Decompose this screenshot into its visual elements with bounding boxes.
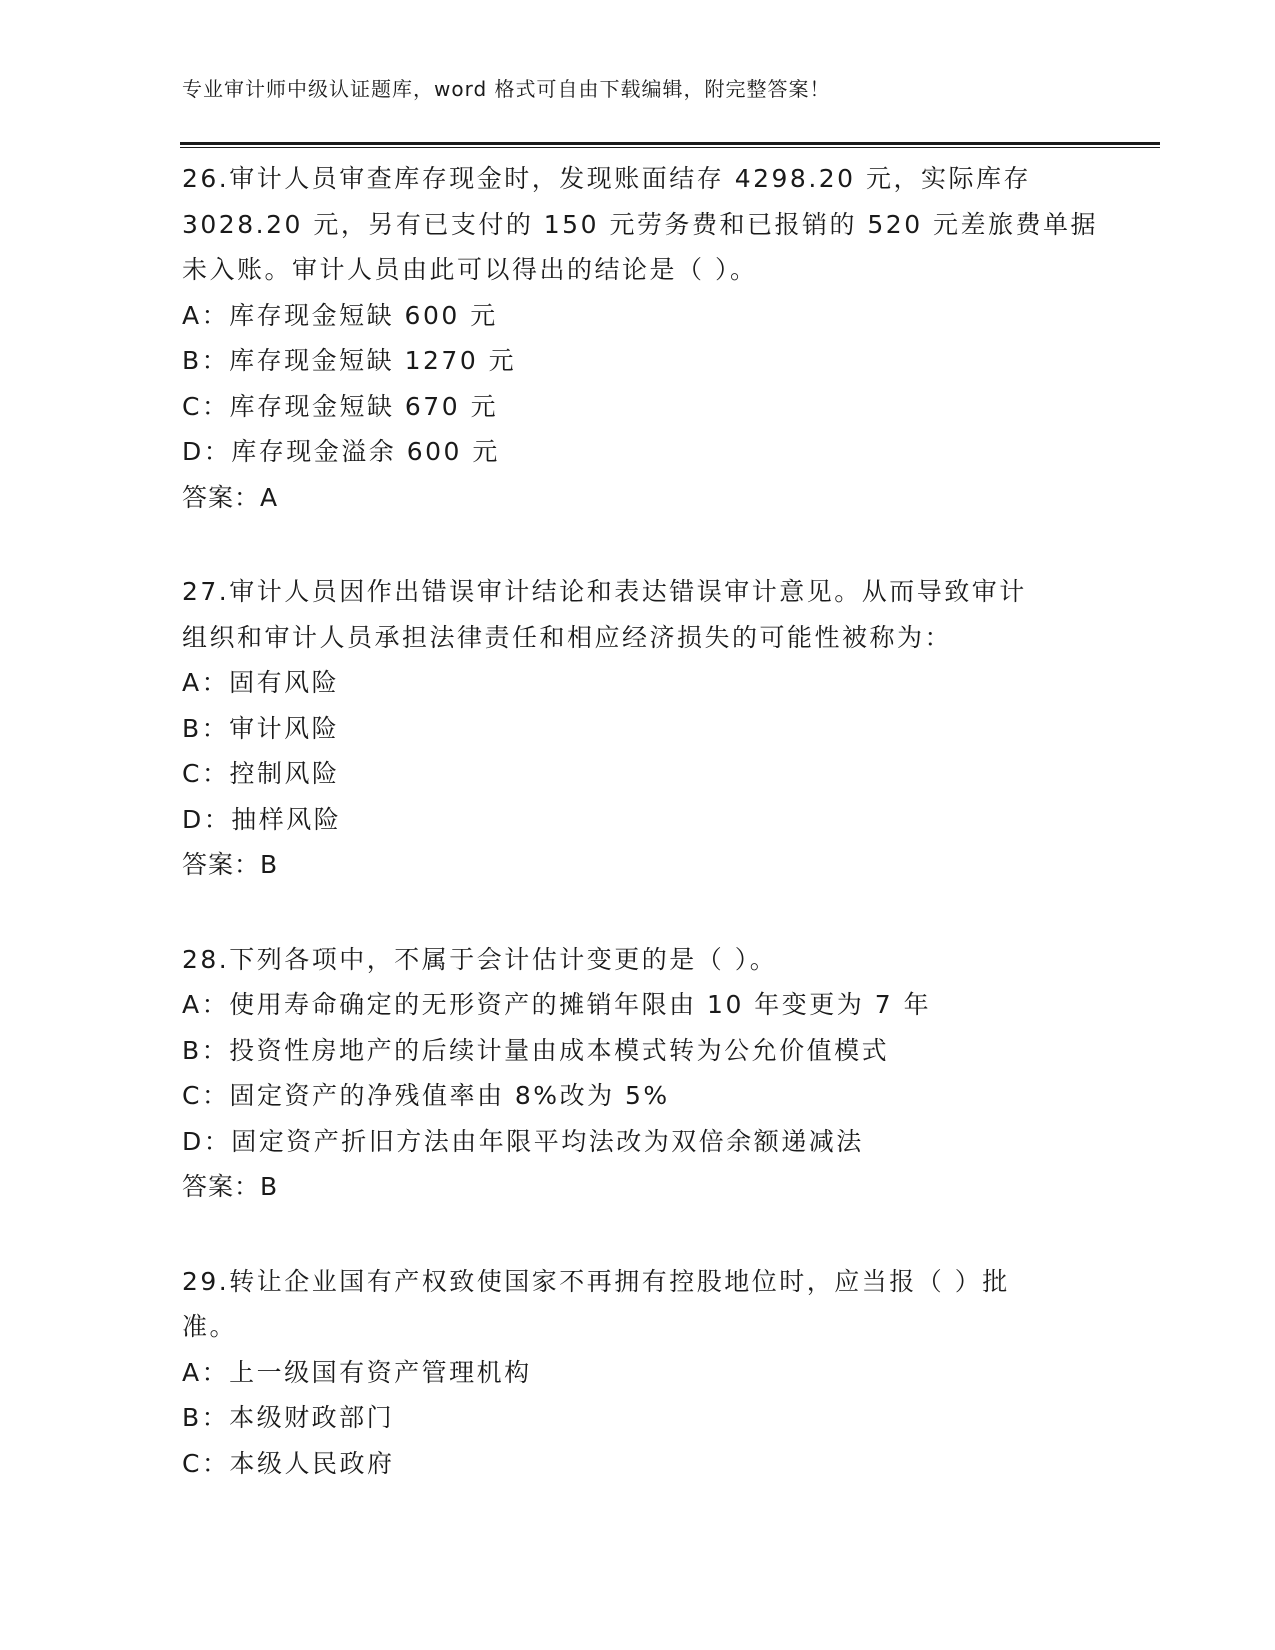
option-d: D：固定资产折旧方法由年限平均法改为双倍余额递减法	[182, 1126, 864, 1156]
question-stem-line: 28.下列各项中，不属于会计估计变更的是（ ）。	[182, 944, 778, 974]
option-b: B：审计风险	[182, 713, 340, 743]
question-stem-line: 准。	[182, 1312, 238, 1341]
answer-line: 答案：B	[182, 850, 279, 879]
option-b: B：本级财政部门	[182, 1403, 395, 1432]
option-c: C：库存现金短缺 670 元	[182, 391, 499, 421]
question-stem-line: 未入账。审计人员由此可以得出的结论是（ ）。	[182, 255, 758, 284]
question-28	[182, 937, 1082, 1210]
answer-line: 答案：B	[182, 1172, 279, 1201]
option-c: C：固定资产的净残值率由 8%改为 5%	[182, 1081, 670, 1110]
option-a: A：使用寿命确定的无形资产的摊销年限由 10 年变更为 7 年	[182, 990, 932, 1019]
page-header: 专业审计师中级认证题库，word 格式可自由下载编辑，附完整答案！	[182, 77, 831, 101]
option-b: B：投资性房地产的后续计量由成本模式转为公允价值模式	[182, 1035, 890, 1065]
answer-line: 答案：A	[182, 482, 279, 512]
option-c: C：控制风险	[182, 759, 340, 788]
option-c: C：本级人民政府	[182, 1448, 395, 1478]
option-a: A：库存现金短缺 600 元	[182, 300, 498, 330]
question-29	[182, 1259, 1082, 1487]
header-rule	[180, 142, 1160, 148]
question-stem-line: 组织和审计人员承担法律责任和相应经济损失的可能性被称为：	[182, 622, 953, 652]
question-stem-line: 27.审计人员因作出错误审计结论和表达错误审计意见。从而导致审计	[182, 577, 1027, 606]
option-d: D：库存现金溢余 600 元	[182, 437, 500, 466]
question-stem-line: 26.审计人员审查库存现金时，发现账面结存 4298.20 元，实际库存	[182, 164, 1032, 193]
question-stem-line: 3028.20 元，另有已支付的 150 元劳务费和已报销的 520 元差旅费单据	[182, 209, 1099, 239]
question-27	[182, 569, 1082, 888]
option-d: D：抽样风险	[182, 804, 342, 834]
question-stem-line: 29.转让企业国有产权致使国家不再拥有控股地位时，应当报（ ）批	[182, 1266, 1010, 1296]
option-a: A：固有风险	[182, 668, 340, 697]
option-a: A：上一级国有资产管理机构	[182, 1357, 532, 1387]
question-list	[182, 156, 1099, 1535]
question-26	[182, 156, 1099, 520]
option-b: B：库存现金短缺 1270 元	[182, 346, 517, 375]
